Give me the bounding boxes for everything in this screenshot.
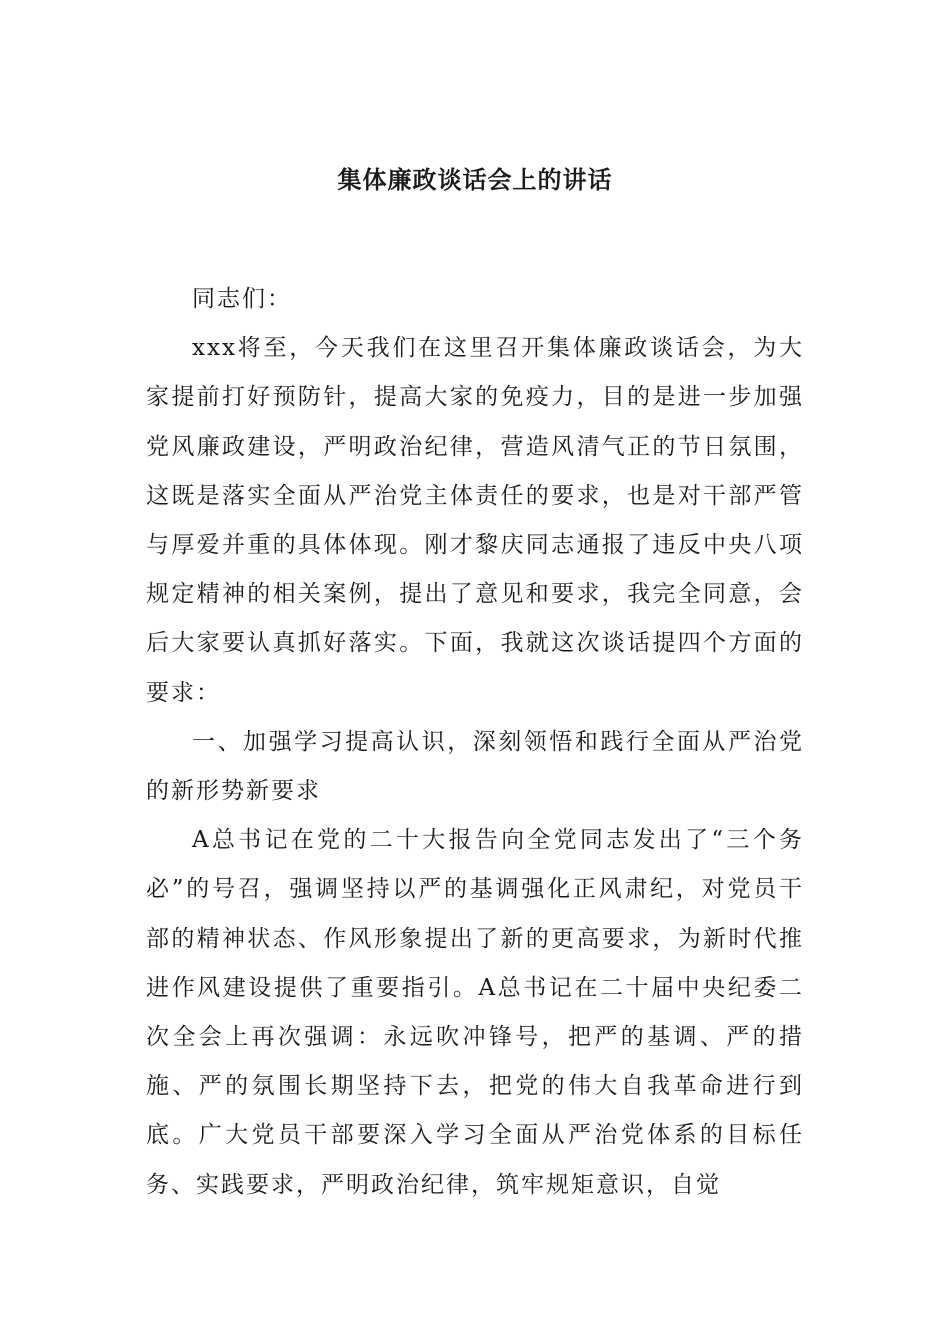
salutation-paragraph: 同志们：: [192, 286, 292, 312]
document-body: [146, 275, 804, 1210]
opening-paragraph: xxx将至，今天我们在这里召开集体廉政谈话会，为大家提前打好预防针，提高大家的免疫力，目的是进一步加强党风廉政建设，严明政治纪律，营造风清气正的节日氛围，这既是落实全面从严治党主体责任的要求，也是对干部严管与厚爱并重的具体体现。刚才黎庆同志通报了违反中央八项规定精神的相关案例，提出了意见和要求，我完全同意，会后大家要认真抓好落实。下面，我就这次谈话提四个方面的要求：: [146, 335, 804, 706]
body-paragraph: A总书记在党的二十大报告向全党同志发出了“三个务必”的号召，强调坚持以严的基调强化正风肃纪，对党员干部的精神状态、作风形象提出了新的更高要求，为新时代推进作风建设提供了重要指引。A总书记在二十届中央纪委二次全会上再次强调：永远吹冲锋号，把严的基调、严的措施、严的氛围长期坚持下去，把党的伟大自我革命进行到底。广大党员干部要深入学习全面从严治党体系的目标任务、实践要求，严明政治纪律，筑牢规矩意识，自觉: [146, 827, 804, 1198]
section-heading-1: 一、加强学习提高认识，深刻领悟和践行全面从严治党的新形势新要求: [146, 728, 804, 805]
document-title: 集体廉政谈话会上的讲话: [337, 165, 613, 194]
